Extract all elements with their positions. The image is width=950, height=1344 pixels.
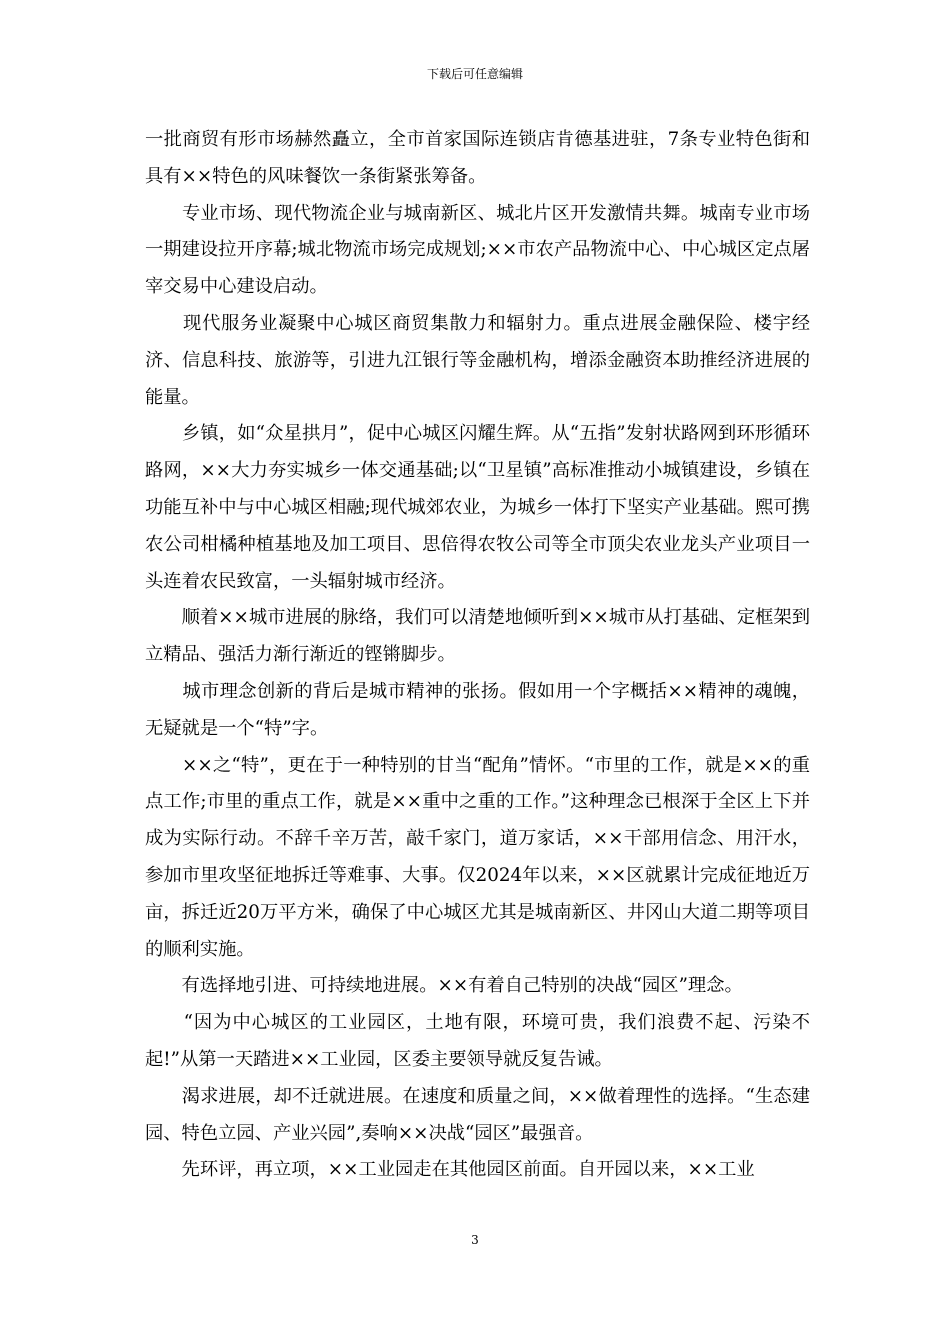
paragraph: 有选择地引进、可持续地进展。××有着自己特别的决战“园区”理念。: [145, 975, 743, 997]
paragraph: ××之“特”，更在于一种特别的甘当“配角”情怀。“市里的工作，就是××的重点工作;市里的重点工作，就是××重中之重的工作。”这种理念已根深于全区上下并成为实际行动。不辞千辛万苦，敲千家门，道万家话，××干部用信念、用汗水，参加市里攻坚征地拆迁等难事、大事。仅2024年以来，××区就累计完成征地近万亩，拆迁近20万平方米，确保了中心城区尤其是城南新区、井冈山大道二期等项目的顺利实施。: [145, 754, 810, 960]
page-number: 3: [471, 1233, 479, 1247]
document-body: [145, 122, 810, 1189]
paragraph: “因为中心城区的工业园区，土地有限，环境可贵，我们浪费不起、污染不起!”从第一天踏进××工业园，区委主要领导就反复告诫。: [145, 1012, 810, 1070]
paragraph: 现代服务业凝聚中心城区商贸集散力和辐射力。重点进展金融保险、楼宇经济、信息科技、旅游等，引进九江银行等金融机构，增添金融资本助推经济进展的能量。: [145, 312, 810, 408]
paragraph: 渴求进展，却不迁就进展。在速度和质量之间，××做着理性的选择。“生态建园、特色立园、产业兴园”,奏响××决战“园区”最强音。: [145, 1085, 810, 1144]
paragraph: 城市理念创新的背后是城市精神的张扬。假如用一个字概括××精神的魂魄，无疑就是一个“特”字。: [145, 680, 810, 739]
paragraph: 一批商贸有形市场赫然矗立，全市首家国际连锁店肯德基进驻，7条专业特色街和具有××特色的风味餐饮一条街紧张筹备。: [145, 129, 810, 187]
paragraph: 顺着××城市进展的脉络，我们可以清楚地倾听到××城市从打基础、定框架到立精品、强活力渐行渐近的铿锵脚步。: [145, 607, 810, 666]
paragraph: 乡镇，如“众星拱月”，促中心城区闪耀生辉。从“五指”发射状路网到环形循环路网，××大力夯实城乡一体交通基础;以“卫星镇”高标准推动小城镇建设，乡镇在功能互补中与中心城区相融;现代城郊农业，为城乡一体打下坚实产业基础。熙可携农公司柑橘种植基地及加工项目、思倍得农牧公司等全市顶尖农业龙头产业项目一头连着农民致富，一头辐射城市经济。: [145, 423, 810, 592]
paragraph: 专业市场、现代物流企业与城南新区、城北片区开发激情共舞。城南专业市场一期建设拉开序幕;城北物流市场完成规划;××市农产品物流中心、中心城区定点屠宰交易中心建设启动。: [145, 202, 810, 298]
page-header: 下载后可任意编辑: [426, 67, 523, 81]
paragraph: 先环评，再立项，××工业园走在其他园区前面。自开园以来，××工业: [145, 1159, 755, 1181]
